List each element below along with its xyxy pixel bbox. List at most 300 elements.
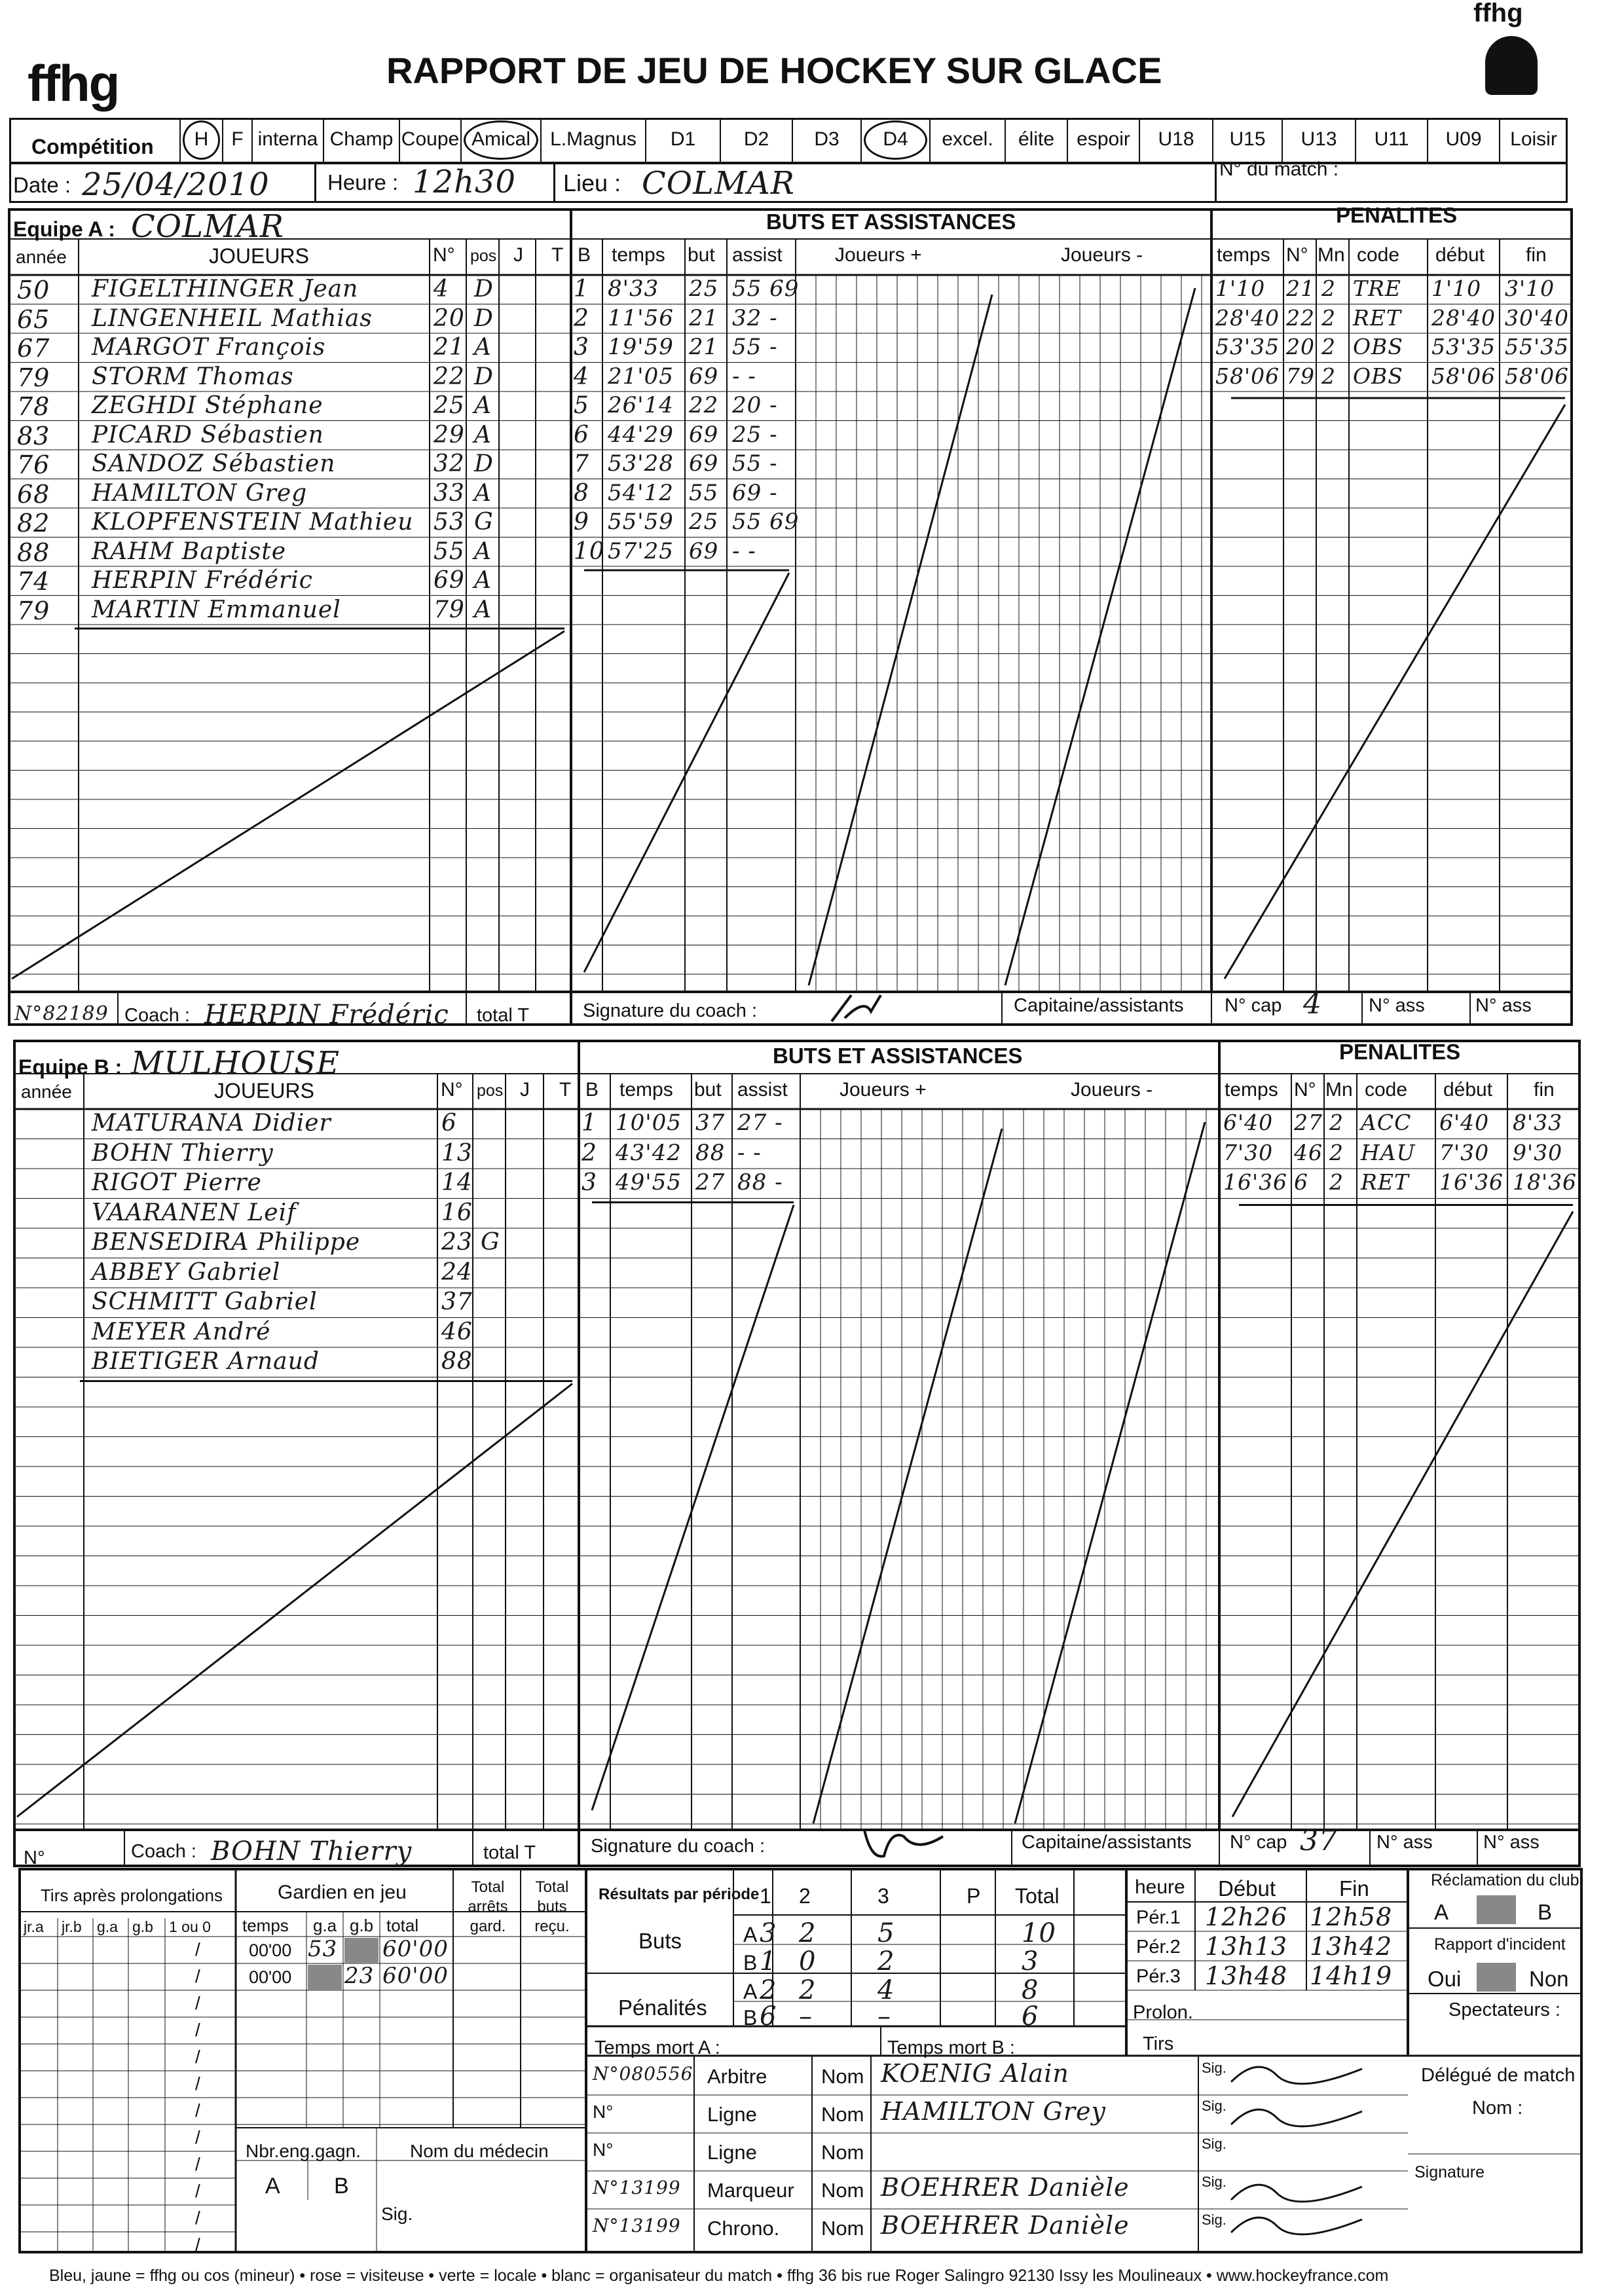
team-b-total-t: total T: [483, 1842, 536, 1863]
team_a-player-no: 21: [434, 334, 465, 361]
team-b-coach-name: BOHN Thierry: [211, 1836, 413, 1867]
tirs-slash: /: [195, 2073, 200, 2094]
official-sig: Sig.: [1202, 2098, 1227, 2114]
gardien-ga: 53: [308, 1936, 338, 1962]
rec-b: B: [1538, 1900, 1553, 1924]
team_a-pen-no: 22: [1286, 304, 1315, 331]
team_a-pen-mn: 2: [1321, 363, 1336, 389]
period-header: P: [967, 1884, 981, 1908]
gardien-col-label: g.a: [313, 1916, 337, 1935]
team_a-goal-temps: 21'05: [608, 363, 674, 390]
team_a-goal-but: 25: [689, 509, 719, 535]
team_a-pen-temps: 28'40: [1215, 304, 1280, 331]
team_b-hdr-joueurs: JOUEURS: [214, 1079, 314, 1102]
result-cell: 5: [877, 1918, 895, 1948]
team_a-goal-assist: 55 69: [732, 509, 800, 535]
team_a-pen-code: RET: [1353, 304, 1401, 331]
team_b-pen-fin: 8'33: [1513, 1110, 1563, 1135]
competition-option-2: interna: [257, 128, 318, 150]
team_a-player-no: 22: [434, 363, 465, 390]
team_b-goal-b: 2: [581, 1139, 597, 1167]
team_b-hdr-pen-debut: début: [1443, 1079, 1493, 1101]
team_b-hdr-pen-mn: Mn: [1325, 1079, 1353, 1101]
team_a-pen-mn: 2: [1321, 304, 1336, 331]
prolon-label: Prolon.: [1133, 2002, 1193, 2023]
competition-option-11: excel.: [942, 128, 993, 150]
result-team-letter: B: [743, 2006, 758, 2030]
team_a-goal-but: 55: [689, 479, 719, 506]
team_a-pen-code: OBS: [1353, 334, 1403, 359]
team_b-player-name: RIGOT Pierre: [92, 1169, 262, 1196]
competition-option-18: U09: [1445, 128, 1482, 150]
official-no: N°13199: [593, 2177, 681, 2198]
team_a-hdr-t: T: [551, 244, 564, 266]
official-role: Marqueur: [707, 2179, 794, 2202]
rec-shade: [1477, 1895, 1516, 1924]
team-a-sig-coach: Signature du coach :: [583, 1000, 758, 1021]
team_b-pen-debut: 6'40: [1439, 1110, 1490, 1135]
tirs-col-label: jr.b: [62, 1918, 82, 1935]
team_a-player-pos: D: [474, 450, 494, 477]
official-signature-1: [1231, 2109, 1362, 2126]
team_a-pen-no: 21: [1286, 276, 1315, 301]
result-cell: 0: [799, 1946, 817, 1977]
team_b-player-name: VAARANEN Leif: [92, 1199, 297, 1226]
date-value: 25/04/2010: [82, 166, 270, 203]
team_b-pen-mn: 2: [1329, 1139, 1344, 1165]
team_a-pen-no: 20: [1286, 334, 1315, 359]
competition-option-3: Champ: [329, 128, 394, 150]
team_a-hdr-annee: année: [16, 247, 67, 267]
heure-label: Heure :: [327, 170, 399, 194]
period-header: 1: [760, 1884, 771, 1908]
team_a-goal-b: 10: [574, 538, 605, 565]
team_b-hdr-b: B: [585, 1079, 599, 1101]
period-label: Pér.3: [1136, 1966, 1181, 1987]
official-nom: HAMILTON Grey: [881, 2097, 1106, 2126]
medecin-sig: Sig.: [381, 2204, 413, 2224]
team_a-goal-assist: 25 -: [732, 421, 778, 448]
result-team-letter: A: [743, 1923, 758, 1946]
team_a-player-pos: G: [474, 509, 494, 536]
period-debut: 13h13: [1205, 1932, 1288, 1961]
team_b-player-no: 13: [441, 1139, 473, 1167]
team_a-pen-temps: 1'10: [1215, 276, 1266, 301]
team_a-player-annee: 68: [17, 479, 50, 509]
team_b-pen-fin: 9'30: [1513, 1139, 1563, 1165]
team_b-pen-mn: 2: [1329, 1169, 1344, 1195]
team-b-label: Equipe B :: [18, 1055, 122, 1079]
team_a-player-name: ZEGHDI Stéphane: [92, 392, 323, 419]
ga-shade-2: [308, 1965, 342, 1990]
team_b-hdr-j: J: [520, 1079, 530, 1101]
penalites-label: Pénalités: [618, 1995, 707, 2020]
team_a-pen-fin: 3'10: [1505, 276, 1555, 301]
result-cell: 4: [877, 1975, 895, 2005]
team_a-player-annee: 83: [17, 421, 50, 450]
team_a-player-no: 79: [434, 596, 465, 623]
team_a-goal-but: 21: [689, 334, 719, 360]
team_a-hdr-no: N°: [433, 244, 455, 266]
team_a-player-name: MARGOT François: [92, 334, 326, 361]
tirs-slash: /: [195, 2181, 200, 2201]
team-b-ncap-label: N° cap: [1230, 1832, 1287, 1853]
team_b-hdr-jplus: Joueurs +: [840, 1079, 927, 1101]
tirs-col-label: g.a: [97, 1918, 118, 1935]
team_b-player-no: 6: [441, 1110, 457, 1137]
team_a-player-no: 53: [434, 509, 465, 536]
team_a-goal-b: 7: [574, 450, 589, 477]
competition-option-12: élite: [1018, 128, 1055, 150]
competition-option-4: Coupe: [401, 128, 460, 150]
team_a-hdr-pen-temps: temps: [1217, 244, 1270, 266]
team_a-goal-b: 6: [574, 421, 589, 448]
team_a-goal-temps: 44'29: [608, 421, 674, 448]
period-fin: 14h19: [1310, 1961, 1393, 1990]
team_b-goal-temps: 10'05: [616, 1110, 682, 1136]
team_b-pen-temps: 16'36: [1223, 1169, 1288, 1195]
team_b-hdr-no: N°: [441, 1079, 463, 1101]
team_a-player-no: 55: [434, 538, 465, 565]
team_a-goal-b: 2: [574, 304, 589, 332]
official-nom-label: Nom: [821, 2179, 864, 2202]
tirs-col-label: 1 ou 0: [169, 1918, 211, 1935]
tirs-col-label: g.b: [132, 1918, 153, 1935]
team_b-pen-fin: 18'36: [1513, 1169, 1578, 1195]
team_a-pen-mn: 2: [1321, 276, 1336, 301]
team_a-player-pos: D: [474, 304, 494, 332]
team_a-hdr-temps: temps: [612, 244, 665, 266]
team_a-strike-players: [12, 631, 564, 979]
team_a-pen-temps: 53'35: [1215, 334, 1280, 359]
gardien-col-label: total: [386, 1916, 419, 1935]
competition-option-6: L.Magnus: [550, 128, 637, 150]
team_a-player-annee: 50: [17, 276, 50, 304]
team_a-pen-debut: 58'06: [1431, 363, 1496, 389]
team_b-goal-but: 88: [695, 1139, 726, 1166]
team_a-goal-assist: 20 -: [732, 392, 778, 418]
official-signature-3: [1231, 2217, 1362, 2234]
team_b-pen-temps: 6'40: [1223, 1110, 1274, 1135]
team_b-strike-pen: [1232, 1212, 1573, 1817]
team_a-goal-but: 25: [689, 276, 719, 302]
competition-option-19: Loisir: [1510, 128, 1557, 150]
team-a-name: COLMAR: [131, 208, 284, 245]
team_a-goal-temps: 11'56: [608, 304, 674, 331]
team-a-total-t: total T: [477, 1005, 530, 1026]
team-a-coach-name: HERPIN Frédéric: [204, 1000, 449, 1030]
team-b-coach-label: Coach :: [131, 1841, 196, 1862]
team-a-buts-title: BUTS ET ASSISTANCES: [766, 210, 1016, 234]
team_a-player-no: 4: [434, 276, 449, 302]
heure-col-label: heure: [1135, 1876, 1185, 1898]
temps-mort-a: Temps mort A :: [595, 2037, 720, 2058]
team_a-player-name: KLOPFENSTEIN Mathieu: [92, 509, 414, 536]
team_b-player-name: BIETIGER Arnaud: [92, 1348, 320, 1375]
period-label: Pér.2: [1136, 1937, 1181, 1958]
official-role: Chrono.: [707, 2217, 780, 2240]
team_a-hdr-pen-debut: début: [1435, 244, 1485, 266]
team_a-goal-but: 69: [689, 450, 719, 477]
team_a-pen-debut: 53'35: [1431, 334, 1496, 359]
team_a-player-name: LINGENHEIL Mathias: [92, 304, 373, 332]
result-cell: 6: [1022, 2001, 1039, 2032]
competition-option-15: U15: [1229, 128, 1266, 150]
team_a-hdr-pen-fin: fin: [1526, 244, 1547, 266]
team_a-pen-no: 79: [1286, 363, 1315, 389]
team_a-player-name: HERPIN Frédéric: [92, 567, 313, 594]
official-no: N°: [593, 2102, 614, 2122]
team_a-player-annee: 88: [17, 538, 50, 567]
official-nom-label: Nom: [821, 2103, 864, 2126]
team_a-player-annee: 67: [17, 334, 50, 363]
team_a-goal-assist: - -: [732, 538, 756, 564]
competition-option-7: D1: [670, 128, 696, 150]
team_a-strike-goals: [584, 573, 789, 972]
team_a-goal-temps: 54'12: [608, 479, 674, 506]
team_a-goal-b: 4: [574, 363, 589, 390]
buts-label: Buts: [638, 1929, 682, 1953]
result-cell: 2: [799, 1975, 817, 2005]
team_b-hdr-temps: temps: [619, 1079, 673, 1101]
oui-label: Oui: [1428, 1967, 1462, 1991]
official-nom: BOEHRER Danièle: [881, 2211, 1130, 2240]
team_a-player-no: 20: [434, 304, 465, 332]
team_a-player-name: SANDOZ Sébastien: [92, 450, 336, 477]
team_a-player-pos: A: [474, 334, 492, 361]
team_a-player-annee: 82: [17, 509, 50, 538]
date-label: Date :: [13, 173, 71, 197]
result-team-letter: A: [743, 1980, 758, 2003]
team_a-player-no: 69: [434, 567, 465, 594]
team_a-goal-temps: 53'28: [608, 450, 674, 477]
team_b-goal-but: 37: [695, 1110, 726, 1136]
team_b-pen-debut: 7'30: [1439, 1139, 1490, 1165]
team_a-player-pos: A: [474, 392, 492, 419]
team-b-pen-title: PENALITES: [1339, 1040, 1461, 1064]
emblem-text: ffhg: [1473, 0, 1523, 27]
team_b-goal-b: 1: [581, 1110, 597, 1137]
team_b-player-name: SCHMITT Gabriel: [92, 1288, 318, 1315]
official-role: Ligne: [707, 2141, 757, 2164]
team_b-hdr-pen-temps: temps: [1225, 1079, 1278, 1101]
competition-label: Compétition: [31, 135, 154, 158]
team_b-pen-mn: 2: [1329, 1110, 1344, 1135]
team_a-player-pos: A: [474, 538, 492, 565]
delegue-nom: Nom :: [1472, 2098, 1523, 2119]
team_b-goal-assist: 27 -: [737, 1110, 783, 1136]
spectateurs-label: Spectateurs :: [1449, 1999, 1560, 2020]
team_b-player-pos: G: [481, 1229, 500, 1256]
team_a-player-annee: 76: [17, 450, 50, 479]
team_a-hdr-assist: assist: [732, 244, 783, 266]
result-cell: 10: [1022, 1918, 1056, 1948]
team_b-pen-no: 46: [1294, 1139, 1323, 1165]
team_a-hdr-joueurs: JOUEURS: [209, 244, 309, 268]
period-debut: 13h48: [1205, 1961, 1288, 1990]
tirs-label: Tirs: [1143, 2033, 1174, 2054]
team_b-player-name: BENSEDIRA Philippe: [92, 1229, 361, 1256]
team_b-player-name: ABBEY Gabriel: [92, 1258, 281, 1286]
team-a-label: Equipe A :: [13, 217, 115, 241]
team-a-coach-signature: [825, 992, 897, 1028]
team_a-goal-temps: 26'14: [608, 392, 674, 418]
competition-option-0: H: [194, 128, 209, 150]
delegue-signature: Signature: [1414, 2163, 1485, 2181]
official-role: Ligne: [707, 2103, 757, 2126]
team_a-goal-b: 1: [574, 276, 589, 302]
nbr-eng-a: A: [265, 2174, 280, 2198]
gb-shade-1: [344, 1938, 378, 1963]
team-a-ncap-label: N° cap: [1225, 995, 1282, 1016]
logo: ffhg: [28, 54, 119, 112]
team_b-goal-assist: 88 -: [737, 1169, 783, 1195]
tirs-slash: /: [195, 1939, 200, 1959]
team_a-goal-but: 69: [689, 538, 719, 564]
result-cell: –: [877, 2001, 891, 2032]
team-b-buts-title: BUTS ET ASSISTANCES: [773, 1044, 1023, 1068]
result-cell: 3: [1022, 1946, 1039, 1977]
team_a-player-name: HAMILTON Greg: [92, 479, 308, 507]
team_a-goal-temps: 57'25: [608, 538, 674, 564]
team_b-goal-b: 3: [581, 1169, 597, 1196]
team_a-player-annee: 74: [17, 567, 50, 596]
reclamation-label: Réclamation du club: [1431, 1871, 1579, 1889]
competition-option-1: F: [231, 128, 244, 150]
team_a-goal-but: 69: [689, 421, 719, 448]
team_a-player-annee: 78: [17, 392, 50, 421]
tirs-slash: /: [195, 2020, 200, 2040]
result-team-letter: B: [743, 1951, 758, 1975]
nbr-eng-b: B: [334, 2174, 349, 2198]
team_a-strike-pen: [1225, 405, 1565, 979]
competition-option-16: U13: [1301, 128, 1337, 150]
tirs-slash: /: [195, 2154, 200, 2174]
competition-option-17: U11: [1374, 128, 1409, 150]
team_b-player-no: 37: [441, 1288, 473, 1315]
team_a-player-annee: 79: [17, 596, 50, 625]
team_b-player-name: MEYER André: [92, 1318, 271, 1345]
team_a-player-no: 29: [434, 421, 465, 448]
official-sig: Sig.: [1202, 2174, 1227, 2190]
team_a-pen-fin: 58'06: [1505, 363, 1570, 389]
team_a-pen-code: OBS: [1353, 363, 1403, 389]
official-nom-label: Nom: [821, 2217, 864, 2240]
team-b-license: N°: [24, 1848, 45, 1868]
team_a-hdr-but: but: [688, 244, 715, 266]
gardien-title: Gardien en jeu: [278, 1882, 407, 1903]
team_a-player-no: 33: [434, 479, 465, 507]
result-cell: 8: [1022, 1975, 1039, 2005]
period-header: 2: [799, 1884, 811, 1908]
competition-option-8: D2: [743, 128, 769, 150]
result-cell: 3: [760, 1918, 777, 1948]
official-no: N°080556: [593, 2063, 693, 2085]
tirs-title: Tirs après prolongations: [41, 1886, 223, 1905]
team_a-pen-mn: 2: [1321, 334, 1336, 359]
team_a-player-no: 32: [434, 450, 465, 477]
team_b-player-no: 16: [441, 1199, 473, 1226]
lieu-value: COLMAR: [642, 165, 795, 202]
team_b-goal-temps: 43'42: [616, 1139, 682, 1166]
team_b-strike-goals: [592, 1205, 794, 1811]
competition-option-9: D3: [814, 128, 840, 150]
period-fin: 12h58: [1310, 1903, 1393, 1931]
official-no: N°: [593, 2140, 614, 2160]
team-a-license: N°82189: [14, 1002, 109, 1025]
team-a-pen-title: PENALITES: [1336, 203, 1458, 227]
gardien-total: 60'00: [382, 1936, 449, 1962]
gardien-gb: 23: [344, 1963, 375, 1989]
period-label: Pér.1: [1136, 1907, 1181, 1928]
team_a-goal-but: 69: [689, 363, 719, 390]
gardien-temps: 00'00: [249, 1967, 292, 1987]
team_a-goal-temps: 55'59: [608, 509, 674, 535]
team_a-pen-debut: 1'10: [1431, 276, 1482, 301]
team_a-player-name: PICARD Sébastien: [92, 421, 324, 448]
team-a-nass-2: N° ass: [1475, 995, 1532, 1016]
team_b-pen-no: 27: [1294, 1110, 1323, 1135]
team_a-goal-but: 22: [689, 392, 719, 418]
team_a-player-pos: A: [474, 567, 492, 594]
team-a-nass-1: N° ass: [1369, 995, 1425, 1016]
team_b-hdr-pen-fin: fin: [1534, 1079, 1555, 1101]
team_a-player-annee: 79: [17, 363, 50, 392]
team_a-pen-fin: 30'40: [1505, 304, 1570, 331]
gardien-col-label: temps: [242, 1916, 289, 1935]
nbr-eng-label: Nbr.eng.gagn.: [246, 2141, 361, 2161]
team_a-player-no: 25: [434, 392, 465, 419]
gardien-col-label: g.b: [350, 1916, 374, 1935]
team_a-hdr-pen-no: N°: [1286, 244, 1308, 266]
page-title: RAPPORT DE JEU DE HOCKEY SUR GLACE: [386, 50, 1162, 91]
team_b-hdr-pen-no: N°: [1294, 1079, 1316, 1101]
tirs-slash: /: [195, 2127, 200, 2147]
team_a-goal-assist: - -: [732, 363, 756, 390]
official-role: Arbitre: [707, 2065, 767, 2088]
team_a-goal-b: 5: [574, 392, 589, 419]
official-signature-2: [1231, 2185, 1362, 2202]
period-fin: 13h42: [1310, 1932, 1393, 1961]
team-b-coach-signature: [851, 1817, 963, 1863]
team_a-goal-temps: 8'33: [608, 276, 659, 302]
team_b-player-name: BOHN Thierry: [92, 1139, 274, 1167]
team_b-player-name: MATURANA Didier: [92, 1110, 331, 1137]
team_a-player-pos: D: [474, 363, 494, 390]
result-cell: 2: [877, 1946, 895, 1977]
tirs-slash: /: [195, 1966, 200, 1986]
tirs-slash: /: [195, 2234, 200, 2255]
rec-a: A: [1434, 1900, 1449, 1924]
team_a-hdr-jplus: Joueurs +: [835, 244, 922, 266]
team-a-ncap-value: 4: [1303, 987, 1322, 1021]
gardien-temps: 00'00: [249, 1941, 292, 1960]
temps-mort-b: Temps mort B :: [887, 2037, 1015, 2058]
team_b-strike-jplus: [813, 1129, 1002, 1823]
team_a-goal-temps: 19'59: [608, 334, 674, 360]
team_a-hdr-jminus: Joueurs -: [1061, 244, 1143, 266]
team-a-cap-assist: Capitaine/assistants: [1014, 995, 1184, 1016]
team_b-pen-code: HAU: [1361, 1139, 1416, 1165]
team_b-player-no: 88: [441, 1348, 473, 1375]
team_b-goal-assist: - -: [737, 1139, 762, 1166]
heure-value: 12h30: [413, 164, 517, 200]
team_b-hdr-annee: année: [21, 1082, 72, 1102]
team_a-player-pos: A: [474, 421, 492, 448]
lieu-label: Lieu :: [563, 170, 621, 196]
team_a-pen-code: TRE: [1353, 276, 1401, 301]
team_b-pen-code: RET: [1361, 1169, 1409, 1195]
